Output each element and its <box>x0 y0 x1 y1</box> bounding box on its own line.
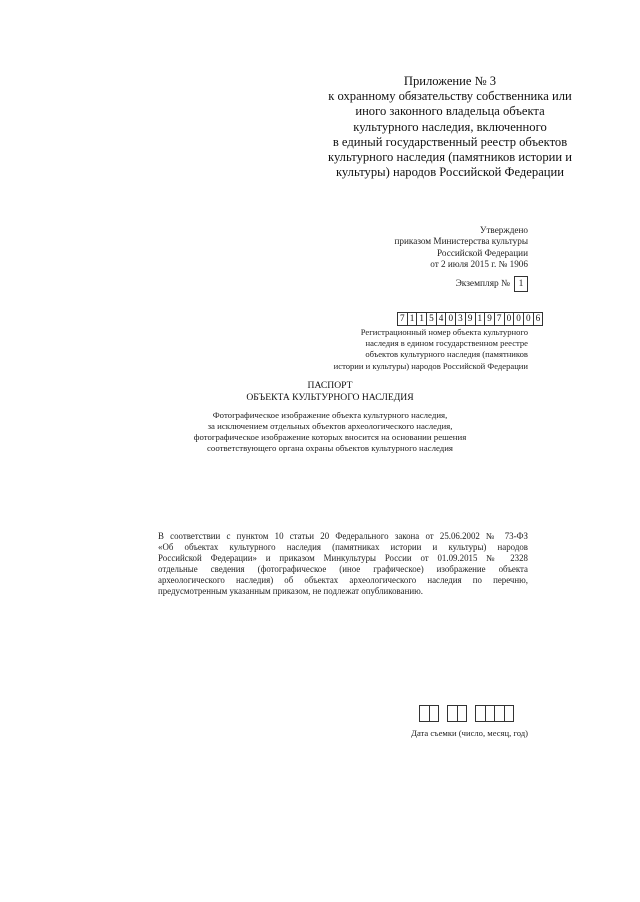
registration-caption-line: истории и культуры) народов Российской Федерации <box>333 360 528 371</box>
appendix-line: Приложение № 3 <box>403 74 497 88</box>
shoot-date-boxes <box>419 705 513 722</box>
photo-note-line: Фотографическое изображение объекта культурного наследия, <box>212 410 448 420</box>
registration-digit-box: 0 <box>445 312 456 326</box>
legal-notice-line: В соответствии с пунктом 10 статьи 20 Федерального закона от 25.06.2002 № 73-ФЗ <box>158 531 528 541</box>
legal-notice-line: Российской Федерации» и приказом Минкультуры России от 01.09.2015 № 2328 <box>158 553 528 563</box>
approval-line: Утверждено <box>479 225 528 235</box>
registration-caption-line: объектов культурного наследия (памятников <box>365 349 528 360</box>
copy-label: Экземпляр № <box>455 279 510 289</box>
registration-digit-box: 3 <box>455 312 466 326</box>
registration-digit-box: 9 <box>465 312 476 326</box>
approval-line: Российской Федерации <box>437 247 528 258</box>
registration-digit-box: 0 <box>523 312 534 326</box>
appendix-line: культурного наследия, включенного <box>353 119 547 134</box>
passport-title-line: ПАСПОРТ <box>307 380 353 391</box>
appendix-line: в единый государственный реестр объектов <box>332 134 568 149</box>
copy-number-box: 1 <box>514 276 528 292</box>
registration-caption-line: наследия в едином государственном реестре <box>365 338 528 349</box>
shoot-date-year-group <box>475 705 513 722</box>
registration-digit-box: 1 <box>416 312 427 326</box>
appendix-line: к охранному обязательству собственника или <box>328 89 572 104</box>
appendix-line: иного законного владельца объекта <box>355 104 545 119</box>
appendix-line: культурного наследия (памятников истории и <box>328 150 572 165</box>
registration-digit-box: 5 <box>426 312 437 326</box>
registration-digit-box: 4 <box>436 312 447 326</box>
registration-digit-box: 7 <box>494 312 505 326</box>
photo-note-line: за исключением отдельных объектов археологического наследия, <box>207 421 453 431</box>
registration-number-boxes <box>397 312 542 326</box>
legal-notice <box>158 531 528 597</box>
photo-note-line: фотографическое изображение которых вносится на основании решения <box>193 432 467 442</box>
photo-note <box>180 410 480 454</box>
approval-block <box>330 225 528 271</box>
shoot-date-day-group <box>419 705 438 722</box>
shoot-date-cell <box>429 705 440 722</box>
registration-digit-box: 7 <box>397 312 408 326</box>
copy-number-row <box>380 276 528 292</box>
legal-notice-line: археологического наследия) об объектах археологического наследия по перечню, <box>158 575 528 585</box>
legal-notice-line: предусмотренным указанным приказом, не подлежат опубликованию. <box>158 586 423 596</box>
registration-digit-box: 0 <box>513 312 524 326</box>
registration-digit-box: 0 <box>504 312 515 326</box>
approval-line: приказом Министерства культуры <box>394 236 528 247</box>
registration-digit-box: 1 <box>407 312 418 326</box>
registration-digit-box: 1 <box>475 312 486 326</box>
shoot-date-cell <box>457 705 468 722</box>
photo-note-line: соответствующего органа охраны объектов культурного наследия <box>207 443 453 453</box>
registration-digit-box: 9 <box>484 312 495 326</box>
legal-notice-line: «Об объектах культурного наследия (памятниках истории и культуры) народов <box>158 542 528 552</box>
appendix-header <box>300 74 600 180</box>
legal-notice-line: отдельные сведения (фотографическое (иное графическое) изображение объекта <box>158 564 528 574</box>
passport-title <box>230 380 430 403</box>
appendix-line: культуры) народов Российской Федерации <box>335 165 564 180</box>
shoot-date-caption: Дата съемки (число, месяц, год) <box>411 728 528 738</box>
approval-line: от 2 июля 2015 г. № 1906 <box>430 259 528 270</box>
registration-caption <box>310 327 528 372</box>
shoot-date-month-group <box>447 705 466 722</box>
passport-title-line: ОБЪЕКТА КУЛЬТУРНОГО НАСЛЕДИЯ <box>246 391 414 403</box>
registration-caption-line: Регистрационный номер объекта культурного <box>360 327 528 337</box>
registration-digit-box: 6 <box>533 312 544 326</box>
shoot-date-cell <box>504 705 515 722</box>
